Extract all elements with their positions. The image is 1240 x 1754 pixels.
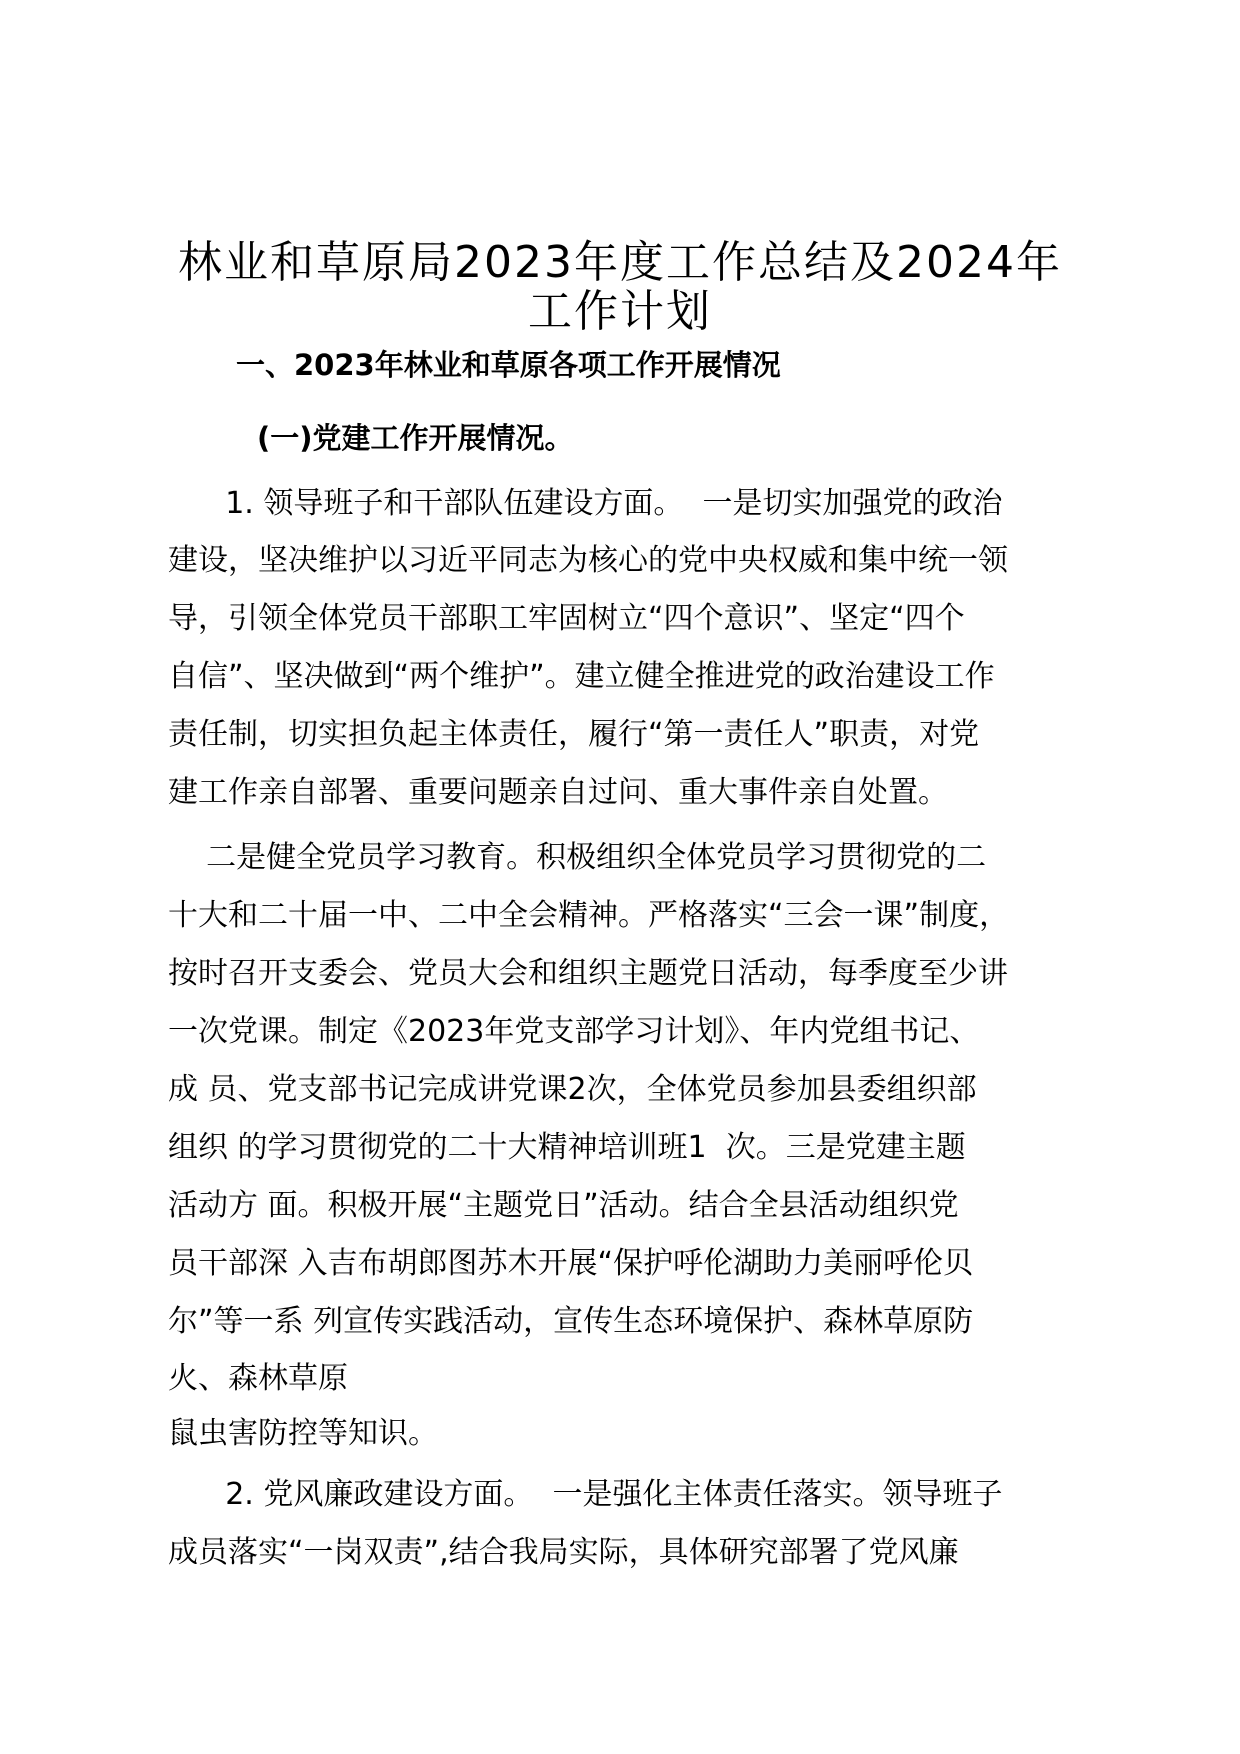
body-line: 活动方 面。积极开展“主题党日”活动。结合全县活动组织党 [168,1188,959,1223]
body-line: 组织 的学习贯彻党的二十大精神培训班1 次。三是党建主题 [168,1130,966,1165]
body-line: 成 员、党支部书记完成讲党课2次，全体党员参加县委组织部 [168,1072,977,1107]
body-line: 二是健全党员学习教育。积极组织全体党员学习贯彻党的二 [168,840,987,875]
body-line: 按时召开支委会、党员大会和组织主题党日活动，每季度至少讲 [168,956,1008,991]
body-line: 成员落实“一岗双责”,结合我局实际，具体研究部署了党风廉 [168,1535,959,1570]
document-title-line-2: 工作计划 [528,286,712,337]
body-line: 自信”、坚决做到“两个维护”。建立健全推进党的政治建设工作 [168,659,995,694]
body-line: 十大和二十届一中、二中全会精神。严格落实“三会一课”制度， [168,898,1010,933]
body-line: 导，引领全体党员干部职工牢固树立“四个意识”、坚定“四个 [168,601,965,636]
document-title-line-1: 林业和草原局2023年度工作总结及2024年 [178,237,1062,288]
body-line: 尔”等一系 列宣传实践活动，宣传生态环境保护、森林草原防 [168,1304,974,1339]
body-line: 火、森林草原 [168,1361,348,1396]
body-line: 员干部深 入吉布胡郎图苏木开展“保护呼伦湖助力美丽呼伦贝 [168,1246,974,1281]
body-line: 责任制，切实担负起主体责任，履行“第一责任人”职责，对党 [168,717,980,752]
body-line: 一次党课。制定《2023年党支部学习计划》、年内党组书记、 [168,1014,980,1049]
body-line: 建工作亲自部署、重要问题亲自过问、重大事件亲自处置。 [168,775,948,810]
body-line: 鼠虫害防控等知识。 [168,1416,438,1451]
body-line: 2. 党风廉政建设方面。 一是强化主体责任落实。领导班子 [168,1477,1003,1512]
subsection-heading: (一)党建工作开展情况。 [257,421,574,455]
body-line: 建设，坚决维护以习近平同志为核心的党中央权威和集中统一领 [168,543,1008,578]
body-line: 1. 领导班子和干部队伍建设方面。 一是切实加强党的政治 [168,486,1003,521]
section-heading: 一、2023年林业和草原各项工作开展情况 [236,348,781,382]
